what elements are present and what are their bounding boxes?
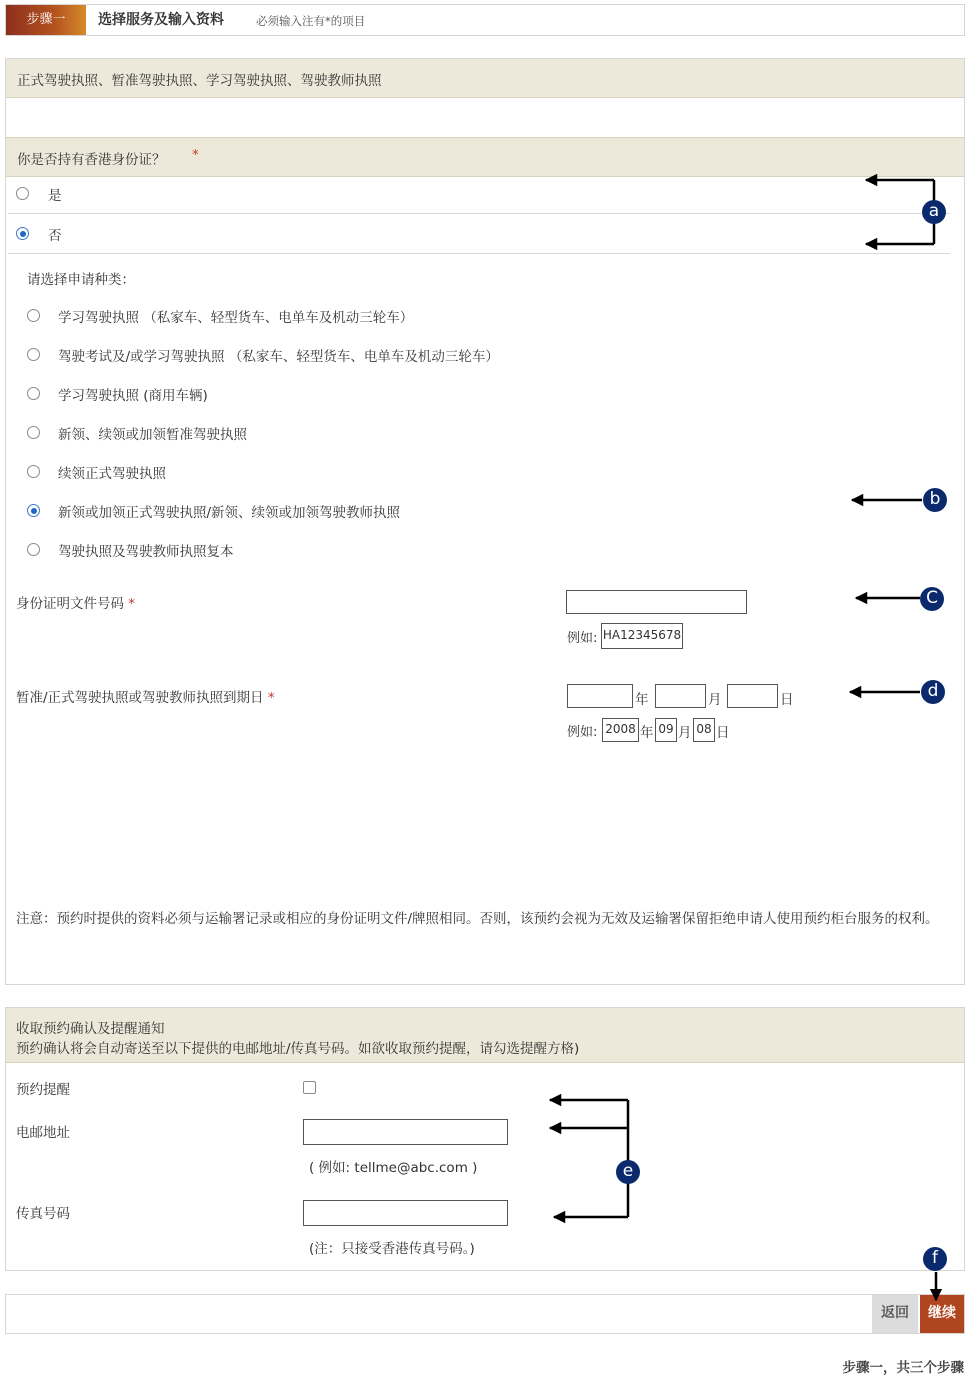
callout-d: d [921, 680, 945, 704]
month-unit: 月 [708, 692, 722, 708]
day-unit: 日 [780, 692, 794, 708]
required-mark: * [192, 147, 199, 163]
application-type-label: 驾驶考试及/或学习驾驶执照 （私家车、轻型货车、电单车及机动三轮车） [58, 349, 499, 365]
callout-b: b [923, 488, 947, 512]
id-example-prefix: 例如: [567, 631, 598, 646]
fax-hint: (注：只接受香港传真号码。) [309, 1241, 475, 1257]
step-badge: 步骤一 [6, 5, 86, 35]
id-example-value: HA12345678 [601, 623, 683, 649]
application-type-label: 新领、续领或加领暂准驾驶执照 [58, 427, 247, 443]
application-type-label: 学习驾驶执照 (商用车辆) [58, 388, 208, 404]
expiry-date-label-text: 暂准/正式驾驶执照或驾驶教师执照到期日 [16, 690, 264, 706]
footer-progress: 步骤一，共三个步骤 [842, 1360, 964, 1376]
day-unit: 日 [716, 725, 730, 741]
hkid-question-label: 你是否持有香港身份证？ [17, 152, 166, 168]
back-button[interactable]: 返回 [872, 1295, 918, 1333]
hkid-option-label: 否 [48, 228, 62, 244]
continue-button[interactable]: 继续 [920, 1295, 964, 1333]
callout-c: C [920, 587, 944, 611]
application-type-label: 新领或加领正式驾驶执照/新领、续领或加领驾驶教师执照 [58, 505, 401, 521]
fax-label: 传真号码 [16, 1206, 70, 1222]
reminder-label: 预约提醒 [16, 1082, 70, 1098]
step-title: 选择服务及输入资料 [98, 12, 224, 28]
example-year: 2008 [602, 718, 639, 742]
email-hint: ( 例如: tellme@abc.com ) [309, 1160, 478, 1176]
example-month: 09 [655, 718, 677, 742]
id-document-label-text: 身份证明文件号码 [16, 596, 124, 612]
example-day: 08 [693, 718, 715, 742]
application-type-prompt: 请选择申请种类： [27, 272, 135, 288]
callout-a: a [922, 200, 946, 224]
application-type-label: 驾驶执照及驾驶教师执照复本 [58, 544, 234, 560]
notification-title: 收取预约确认及提醒通知 [16, 1021, 165, 1037]
required-mark: * [128, 596, 136, 612]
notice-text: 注意：预约时提供的资料必须与运输署记录或相应的身份证明文件/牌照相同。否则，该预约会视为无效及运输署保留拒绝申请人使用预约柜台服务的权利。 [16, 911, 939, 927]
application-type-label: 学习驾驶执照 （私家车、轻型货车、电单车及机动三轮车） [58, 310, 414, 326]
required-note: 必须输入注有*的项目 [256, 14, 366, 28]
hkid-option-label: 是 [48, 188, 62, 204]
date-example-prefix: 例如: [567, 725, 598, 740]
email-label: 电邮地址 [16, 1125, 70, 1141]
application-type-label: 续领正式驾驶执照 [58, 466, 166, 482]
license-types-text: 正式驾驶执照、暂准驾驶执照、学习驾驶执照、驾驶教师执照 [17, 73, 382, 89]
year-unit: 年 [640, 725, 654, 741]
month-unit: 月 [678, 725, 692, 741]
callout-f: f [923, 1247, 947, 1271]
notification-subtitle: 预约确认将会自动寄送至以下提供的电邮地址/传真号码。如欲收取预约提醒，请勾选提醒方格) [16, 1041, 580, 1057]
required-mark: * [267, 690, 275, 706]
year-unit: 年 [635, 692, 649, 708]
callout-e: e [616, 1160, 640, 1184]
